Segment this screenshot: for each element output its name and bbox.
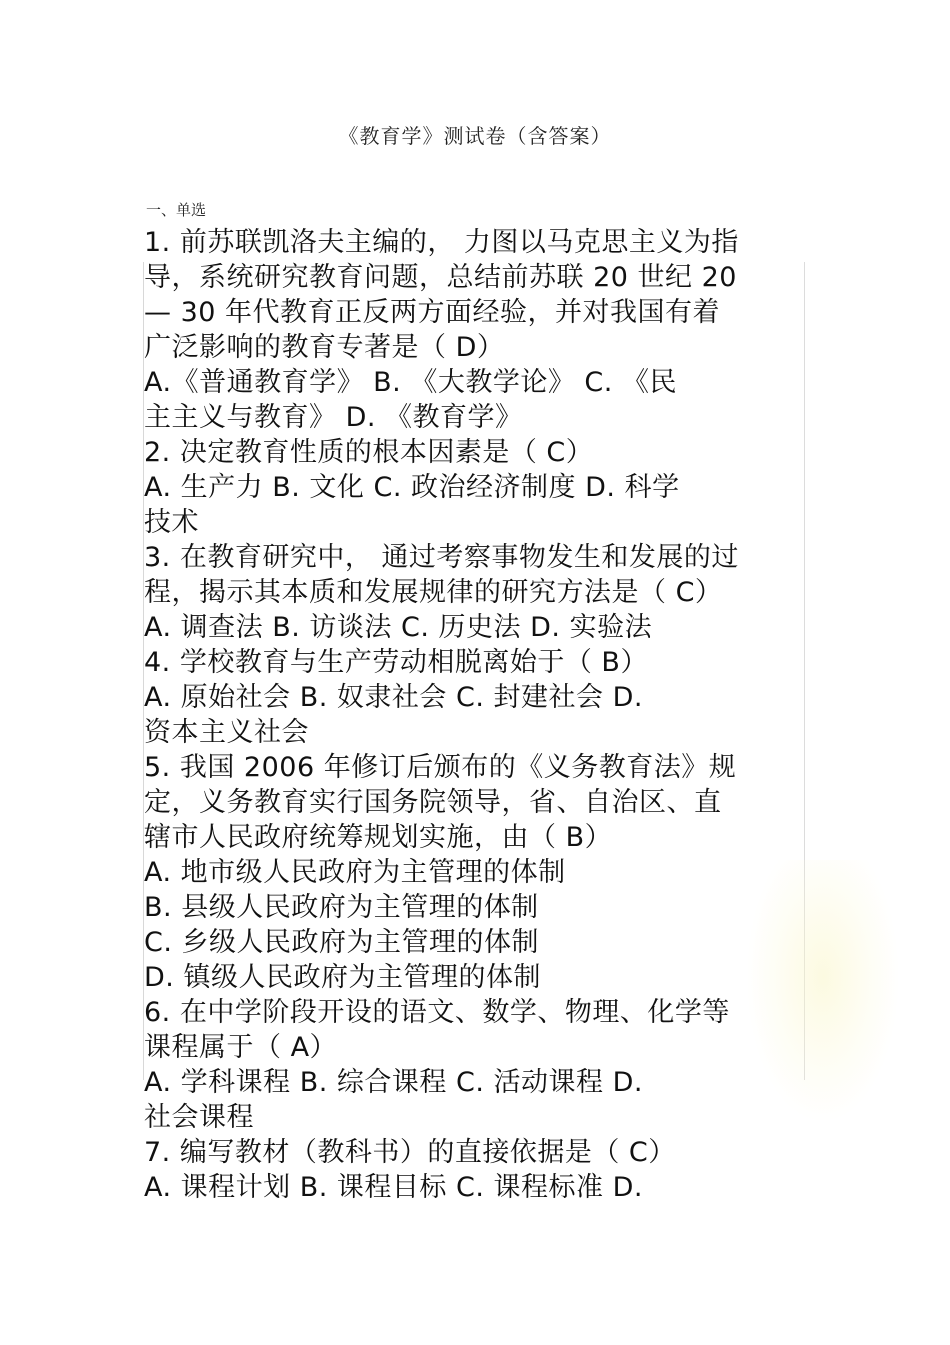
section-heading: 一、单选 [146, 201, 207, 219]
text-line: — 30 年代教育正反两方面经验，并对我国有着 [144, 297, 721, 328]
text-line: 资本主义社会 [144, 717, 309, 748]
text-line: 导，系统研究教育问题，总结前苏联 20 世纪 20 [144, 262, 737, 293]
text-line: A. 地市级人民政府为主管理的体制 [144, 857, 566, 888]
text-line: 6. 在中学阶段开设的语文、数学、物理、化学等 [144, 997, 730, 1028]
text-line: 3. 在教育研究中， 通过考察事物发生和发展的过 [144, 542, 739, 573]
text-line: A. 生产力 B. 文化 C. 政治经济制度 D. 科学 [144, 472, 680, 503]
question-body [144, 225, 809, 1205]
text-line: 2. 决定教育性质的根本因素是（ C） [144, 437, 594, 468]
text-line: 课程属于（ A） [144, 1032, 338, 1063]
text-line: A. 原始社会 B. 奴隶社会 C. 封建社会 D. [144, 682, 643, 713]
text-line: 社会课程 [144, 1102, 254, 1133]
text-line: A. 学科课程 B. 综合课程 C. 活动课程 D. [144, 1067, 643, 1098]
text-line: 广泛影响的教育专著是（ D） [144, 332, 505, 363]
document-title: 《教育学》测试卷（含答案） [338, 124, 612, 148]
text-line: A. 课程计划 B. 课程目标 C. 课程标准 D. [144, 1172, 643, 1203]
text-line: A.《普通教育学》 B. 《大教学论》 C. 《民 [144, 367, 677, 398]
text-line: 1. 前苏联凯洛夫主编的， 力图以马克思主义为指 [144, 227, 739, 258]
text-line: 定，义务教育实行国务院领导，省、自治区、直 [144, 787, 722, 818]
text-line: B. 县级人民政府为主管理的体制 [144, 892, 539, 923]
text-line: 辖市人民政府统筹规划实施，由（ B） [144, 822, 613, 853]
text-line: 4. 学校教育与生产劳动相脱离始于（ B） [144, 647, 648, 678]
text-line: A. 调查法 B. 访谈法 C. 历史法 D. 实验法 [144, 612, 653, 643]
text-line: 程，揭示其本质和发展规律的研究方法是（ C） [144, 577, 723, 608]
text-line: D. 镇级人民政府为主管理的体制 [144, 962, 541, 993]
text-line: 7. 编写教材（教科书）的直接依据是（ C） [144, 1137, 676, 1168]
text-line: C. 乡级人民政府为主管理的体制 [144, 927, 540, 958]
text-line: 技术 [144, 507, 199, 538]
text-line: 主主义与教育》 D. 《教育学》 [144, 402, 523, 433]
text-line: 5. 我国 2006 年修订后颁布的《义务教育法》规 [144, 752, 737, 783]
